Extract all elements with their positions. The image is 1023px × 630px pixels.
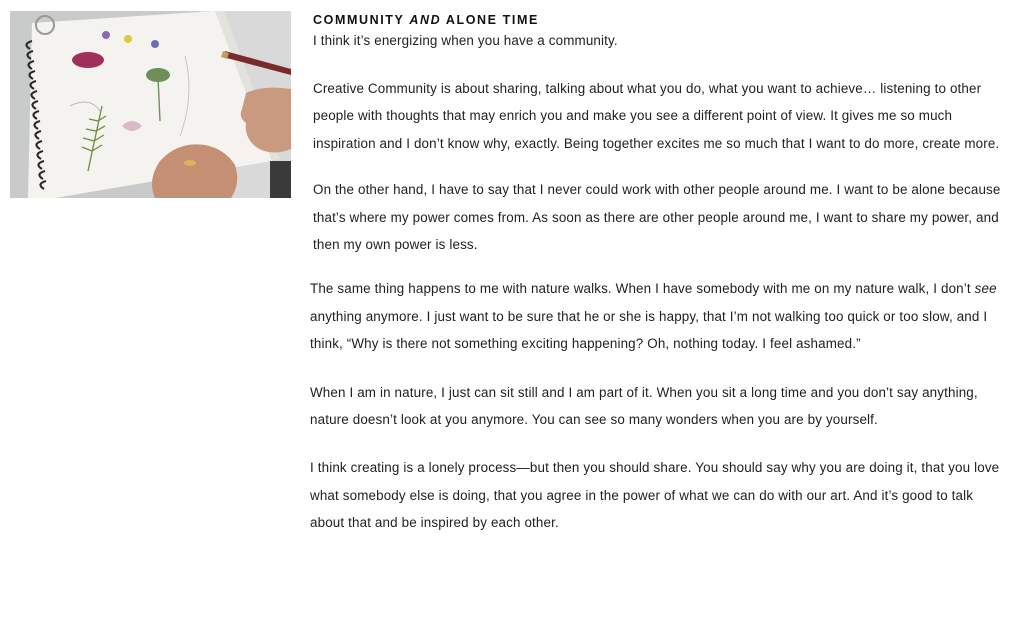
paragraph-alone: On the other hand, I have to say that I never could work with other people around me. I want to be alone because that’s where my power comes from. As soon as there are other people around me, I want to share my power, and then my own power is less.	[313, 182, 1001, 253]
article-body	[310, 12, 1003, 537]
paragraph-nature-walks	[310, 275, 1003, 357]
paragraph-in-nature: When I am in nature, I just can sit still and I am part of it. When you sit a long time and you don’t say anything, nature doesn’t look at you anymore. You can see so many wonders when you are by yourself.	[310, 384, 978, 428]
paragraph-nature-walks-a: The same thing happens to me with nature walks. When I have somebody with me on my nature walk, I don’t	[310, 281, 975, 297]
paragraph-lonely-process: I think creating is a lonely process—but then you should share. You should say why you are doing it, that you love what somebody else is doing, that you agree in the power of what we can do with our art. And it’s good to talk about that and be inspired by each other.	[310, 460, 1000, 531]
heading-mid: AND	[409, 13, 442, 27]
heading-start: COMMUNITY	[313, 13, 405, 27]
sketchbook-illustration	[10, 11, 291, 198]
heading-end: ALONE TIME	[445, 13, 539, 27]
emphasis-see: see	[974, 281, 997, 297]
paragraph-creative-community: Creative Community is about sharing, talking about what you do, what you want to achieve… listening to other people with thoughts that may enrich you and make you see a different point of view. It gives me so much inspiration and I don’t know why, exactly. Being together excites me so much that I want to do more, create more.	[313, 81, 1000, 151]
intro-paragraph: I think it’s energizing when you have a community.	[313, 33, 618, 48]
paragraph-nature-walks-b: anything anymore. I just want to be sure that he or she is happy, that I’m not walking too quick or too slow, and I think, “Why is there not something exciting happening? Oh, nothing today. I feel ashamed.”	[310, 308, 988, 352]
section-heading	[313, 12, 1003, 28]
sketchbook-photo	[10, 11, 291, 198]
